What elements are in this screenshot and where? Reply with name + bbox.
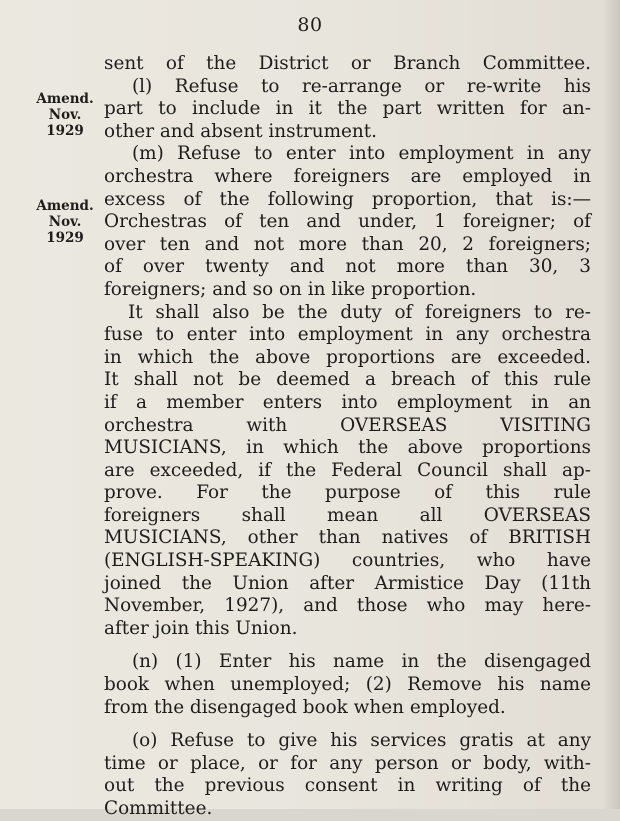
page-number: 80 — [297, 14, 323, 36]
text-line: sent of the District or Branch Committee. — [104, 53, 591, 74]
text-line: over ten and not more than 20, 2 foreigners; — [104, 233, 591, 255]
margin-note-line: Amend. — [36, 91, 94, 107]
margin-note-line: Nov. — [48, 214, 82, 230]
text-line: It shall also be the duty of foreigners to re- — [128, 301, 591, 323]
text-line: fuse to enter into employment in any orchestra — [104, 324, 591, 346]
text-line: foreigners; and so on in like proportion. — [104, 278, 477, 300]
text-line: (l) Refuse to re-arrange or re-write his — [132, 75, 591, 97]
text-line: after join this Union. — [104, 617, 298, 639]
text-line: (m) Refuse to enter into employment in any — [132, 143, 591, 165]
text-line: foreigners shall mean all OVERSEAS — [104, 504, 591, 526]
text-line: joined the Union after Armistice Day (11th — [104, 572, 591, 594]
text-line: other and absent instrument. — [104, 120, 377, 142]
text-line: part to include in it the part written for an- — [104, 98, 591, 120]
text-line: excess of the following proportion, that is:— — [104, 188, 591, 210]
text-line: if a member enters into employment in an — [104, 391, 591, 413]
margin-note-amend-1 — [32, 91, 98, 139]
text-line: book when unemployed; (2) Remove his name — [104, 674, 591, 696]
body-text — [104, 53, 591, 821]
text-line: are exceeded, if the Federal Council shall ap- — [104, 459, 591, 481]
text-line: MUSICIANS, other than natives of BRITISH — [104, 527, 591, 549]
page-fold-shadow — [602, 0, 620, 809]
text-line: time or place, or for any person or body, with- — [104, 752, 591, 774]
margin-note-line: 1929 — [46, 230, 84, 246]
text-line: from the disengaged book when employed. — [104, 696, 506, 718]
margin-note-amend-2 — [32, 198, 98, 246]
text-line: MUSICIANS, in which the above proportions — [104, 437, 591, 459]
text-line: (o) Refuse to give his services gratis at any — [132, 730, 591, 752]
text-line: (ENGLISH-SPEAKING) countries, who have — [104, 550, 591, 572]
margin-note-line: 1929 — [46, 123, 84, 139]
text-line: November, 1927), and those who may here- — [104, 595, 591, 617]
text-line: It shall not be deemed a breach of this rule — [104, 369, 591, 391]
margin-note-line: Amend. — [36, 198, 94, 214]
text-line: out the previous consent in writing of the — [104, 775, 591, 797]
text-line: in which the above proportions are exceeded. — [104, 346, 591, 368]
text-line: (n) (1) Enter his name in the disengaged — [132, 651, 591, 673]
text-line: prove. For the purpose of this rule — [104, 482, 591, 504]
margin-note-line: Nov. — [48, 107, 82, 123]
paragraph-gap — [104, 640, 591, 651]
text-line: of over twenty and not more than 30, 3 — [104, 256, 591, 278]
text-line: Committee. — [104, 798, 213, 819]
text-line: Orchestras of ten and under, 1 foreigner; of — [104, 211, 591, 233]
text-line: orchestra with OVERSEAS VISITING — [104, 414, 591, 436]
text-line: orchestra where foreigners are employed in — [104, 165, 591, 187]
paragraph-gap — [104, 719, 591, 730]
